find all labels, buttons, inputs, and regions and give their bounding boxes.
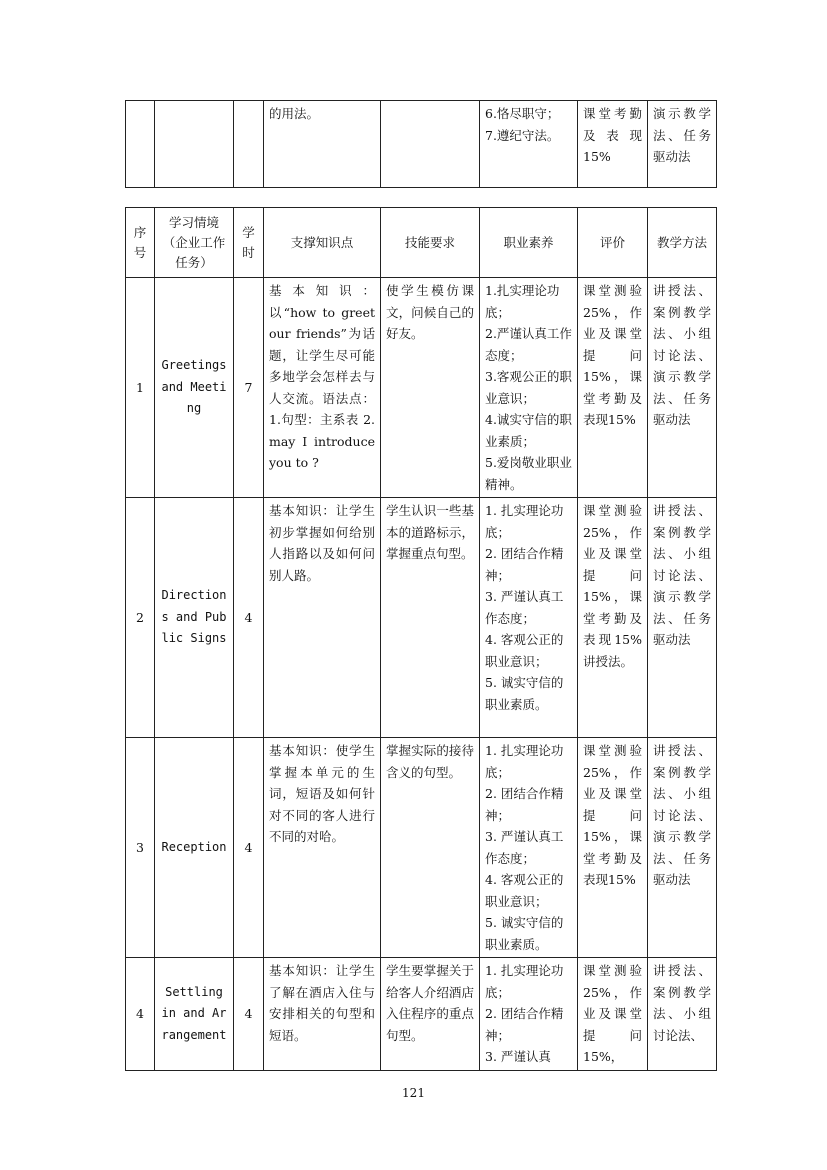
table-row (126, 498, 717, 738)
cell-qualities: 1. 扎实理论功底； 2. 团结合作精神； 3. 严谨认真工作态度； 4. 客观公正的职业意识； 5. 诚实守信的职业素质。 (480, 738, 578, 958)
cell-skills (381, 101, 480, 188)
cell-skills: 学生要掌握关于给客人介绍酒店入住程序的重点句型。 (381, 958, 480, 1071)
table-row (126, 278, 717, 498)
cell-qualities: 1. 扎实理论功底； 2. 团结合作精神； 3. 严谨认真 (480, 958, 578, 1071)
table-row (126, 958, 717, 1071)
cell-qualities: 1. 扎实理论功底； 2. 团结合作精神； 3. 严谨认真工作态度； 4. 客观公正的职业意识； 5. 诚实守信的职业素质。 (480, 498, 578, 738)
header-qualities: 职业素养 (480, 208, 578, 278)
cell-hours (234, 101, 264, 188)
cell-qualities: 6.恪尽职守； 7.遵纪守法。 (480, 101, 578, 188)
cell-hours: 7 (234, 278, 264, 498)
cell-evaluation: 课堂测验25%，作业及课堂提问15%， (578, 958, 648, 1071)
header-skills: 技能要求 (381, 208, 480, 278)
cell-no: 4 (126, 958, 155, 1071)
cell-methods: 讲授法、案例教学法、小组讨论法、 (648, 958, 717, 1071)
table-row (126, 738, 717, 958)
cell-knowledge: 的用法。 (264, 101, 381, 188)
cell-knowledge: 基本知识：让学生初步掌握如何给别人指路以及如何问别人路。 (264, 498, 381, 738)
cell-evaluation: 课堂测验25%，作业及课堂提问15%，课堂考勤及表现15%讲授法。 (578, 498, 648, 738)
cell-situation: Settling in and Arrangement (155, 958, 234, 1071)
cell-methods: 讲授法、案例教学法、小组讨论法、演示教学法、任务驱动法 (648, 738, 717, 958)
cell-knowledge: 基本知识：使学生掌握本单元的生词，短语及如何针对不同的客人进行不同的对哈。 (264, 738, 381, 958)
cell-no: 2 (126, 498, 155, 738)
cell-situation: Greetings and Meeting (155, 278, 234, 498)
header-no: 序号 (126, 208, 155, 278)
cell-no: 3 (126, 738, 155, 958)
cell-situation: Directions and Public Signs (155, 498, 234, 738)
table-row (126, 101, 717, 188)
cell-methods: 讲授法、案例教学法、小组讨论法、演示教学法、任务驱动法 (648, 278, 717, 498)
cell-evaluation: 课堂考勤及表现15% (578, 101, 648, 188)
header-hours: 学时 (234, 208, 264, 278)
cell-qualities: 1.扎实理论功底； 2.严谨认真工作态度； 3.客观公正的职业意识； 4.诚实守信的职业素质； 5.爱岗敬业职业精神。 (480, 278, 578, 498)
curriculum-table (125, 207, 717, 1071)
cell-no (126, 101, 155, 188)
cell-situation (155, 101, 234, 188)
header-knowledge: 支撑知识点 (264, 208, 381, 278)
header-methods: 教学方法 (648, 208, 717, 278)
header-evaluation: 评价 (578, 208, 648, 278)
cell-methods: 演示教学法、任务驱动法 (648, 101, 717, 188)
cell-methods: 讲授法、案例教学法、小组讨论法、演示教学法、任务驱动法 (648, 498, 717, 738)
cell-situation: Reception (155, 738, 234, 958)
cell-skills: 使学生模仿课文，问候自己的好友。 (381, 278, 480, 498)
cell-evaluation: 课堂测验25%，作业及课堂提问15%，课堂考勤及表现15% (578, 738, 648, 958)
continuation-table (125, 100, 717, 188)
cell-knowledge: 基本知识：以“how to greet our friends”为话题，让学生尽可能多地学会怎样去与人交流。语法点：1.句型：主系表 2. may I introduce you to ? (264, 278, 381, 498)
page-number: 121 (402, 1086, 425, 1100)
cell-skills: 学生认识一些基本的道路标示，掌握重点句型。 (381, 498, 480, 738)
cell-skills: 掌握实际的接待含义的句型。 (381, 738, 480, 958)
header-row (126, 208, 717, 278)
header-situation: 学习情境（企业工作任务） (155, 208, 234, 278)
cell-hours: 4 (234, 498, 264, 738)
cell-no: 1 (126, 278, 155, 498)
cell-knowledge: 基本知识：让学生了解在酒店入住与安排相关的句型和短语。 (264, 958, 381, 1071)
cell-hours: 4 (234, 738, 264, 958)
cell-evaluation: 课堂测验25%，作业及课堂提问15%，课堂考勤及表现15% (578, 278, 648, 498)
cell-hours: 4 (234, 958, 264, 1071)
